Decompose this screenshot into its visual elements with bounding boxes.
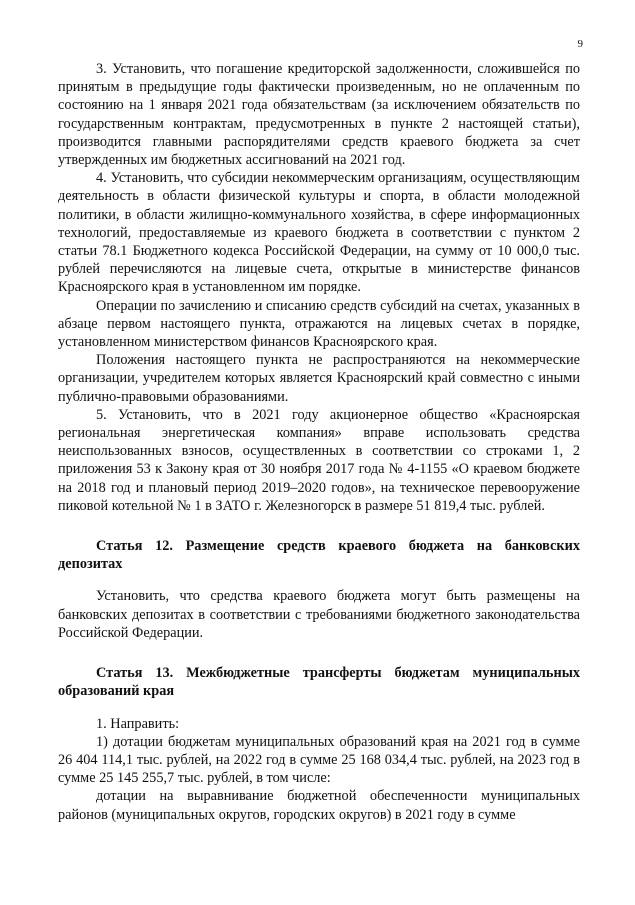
paragraph-direct: 1. Направить: [96,715,180,732]
paragraph-subsidy-operations: Операции по зачислению и списанию средств субсидий на счетах, указанных в абзаце первом настоящего пункта, отражаются на лицевых счетах в порядке, установленном министерством финансов Красноярского края. [58,297,580,351]
document-body [58,60,580,824]
article-12-heading: Статья 12. Размещение средств краевого бюджета на банковских депозитах [58,538,580,573]
article-13-heading: Статья 13. Межбюджетные трансферты бюджетам муниципальных образований края [58,665,580,700]
paragraph-item-3: 3. Установить, что погашение кредиторской задолженности, сложившейся по принятым в предыдущие годы фактически произведенным, но не оплаченным по состоянию на 1 января 2021 года обязательствам (за исключением обязательств по государственным контрактам, предусмотренных в пункте 2 настоящей статьи), производится главными распорядителями средств краевого бюджета за счет утвержденных им бюджетных ассигнований на 2021 год. [58,61,580,169]
paragraph-item-4: 4. Установить, что субсидии некоммерческим организациям, осуществляющим деятельность в области физической культуры и спорта, в области молодежной политики, в области жилищно-коммунального хозяйства, в сфере информационных технологий, предоставляемые из краевого бюджета в соответствии с пунктом 2 статьи 78.1 Бюджетного кодекса Российской Федерации, на сумму от 10 000,0 тыс. рублей перечисляются на лицевые счета, открытые в министерстве финансов Красноярского края в установленном им порядке. [58,170,580,296]
paragraph-provisions: Положения настоящего пункта не распространяются на некоммерческие организации, учредителем которых является Красноярский край совместно с иными публично-правовыми образованиями. [58,352,580,405]
paragraph-item-5: 5. Установить, что в 2021 году акционерное общество «Красноярская региональная энергетическая компания» вправе использовать средства неиспользованных взносов, осуществленных в соответствии со строками 1, 2 приложения 53 к Закону края от 30 ноября 2017 года № 4-1155 «О краевом бюджете на 2018 год и плановый период 2019–2020 годов», на техническое перевооружение пиковой котельной № 1 в ЗАТО г. Железногорск в размере 51 819,4 тыс. рублей. [58,406,580,514]
page-number: 9 [577,38,583,50]
paragraph-equalization: дотации на выравнивание бюджетной обеспеченности муниципальных районов (муниципальных округов, городских округов) в 2021 году в сумме [58,788,580,823]
paragraph-article-12: Установить, что средства краевого бюджета могут быть размещены на банковских депозитах в соответствии с требованиями бюджетного законодательства Российской Федерации. [58,588,580,641]
paragraph-subsidies-sum: 1) дотации бюджетам муниципальных образований края на 2021 год в сумме 26 404 114,1 тыс. рублей, на 2022 год в сумме 25 168 034,4 тыс. рублей, на 2023 год в сумме 25 145 255,7 тыс. рублей, в том числе: [58,733,580,787]
